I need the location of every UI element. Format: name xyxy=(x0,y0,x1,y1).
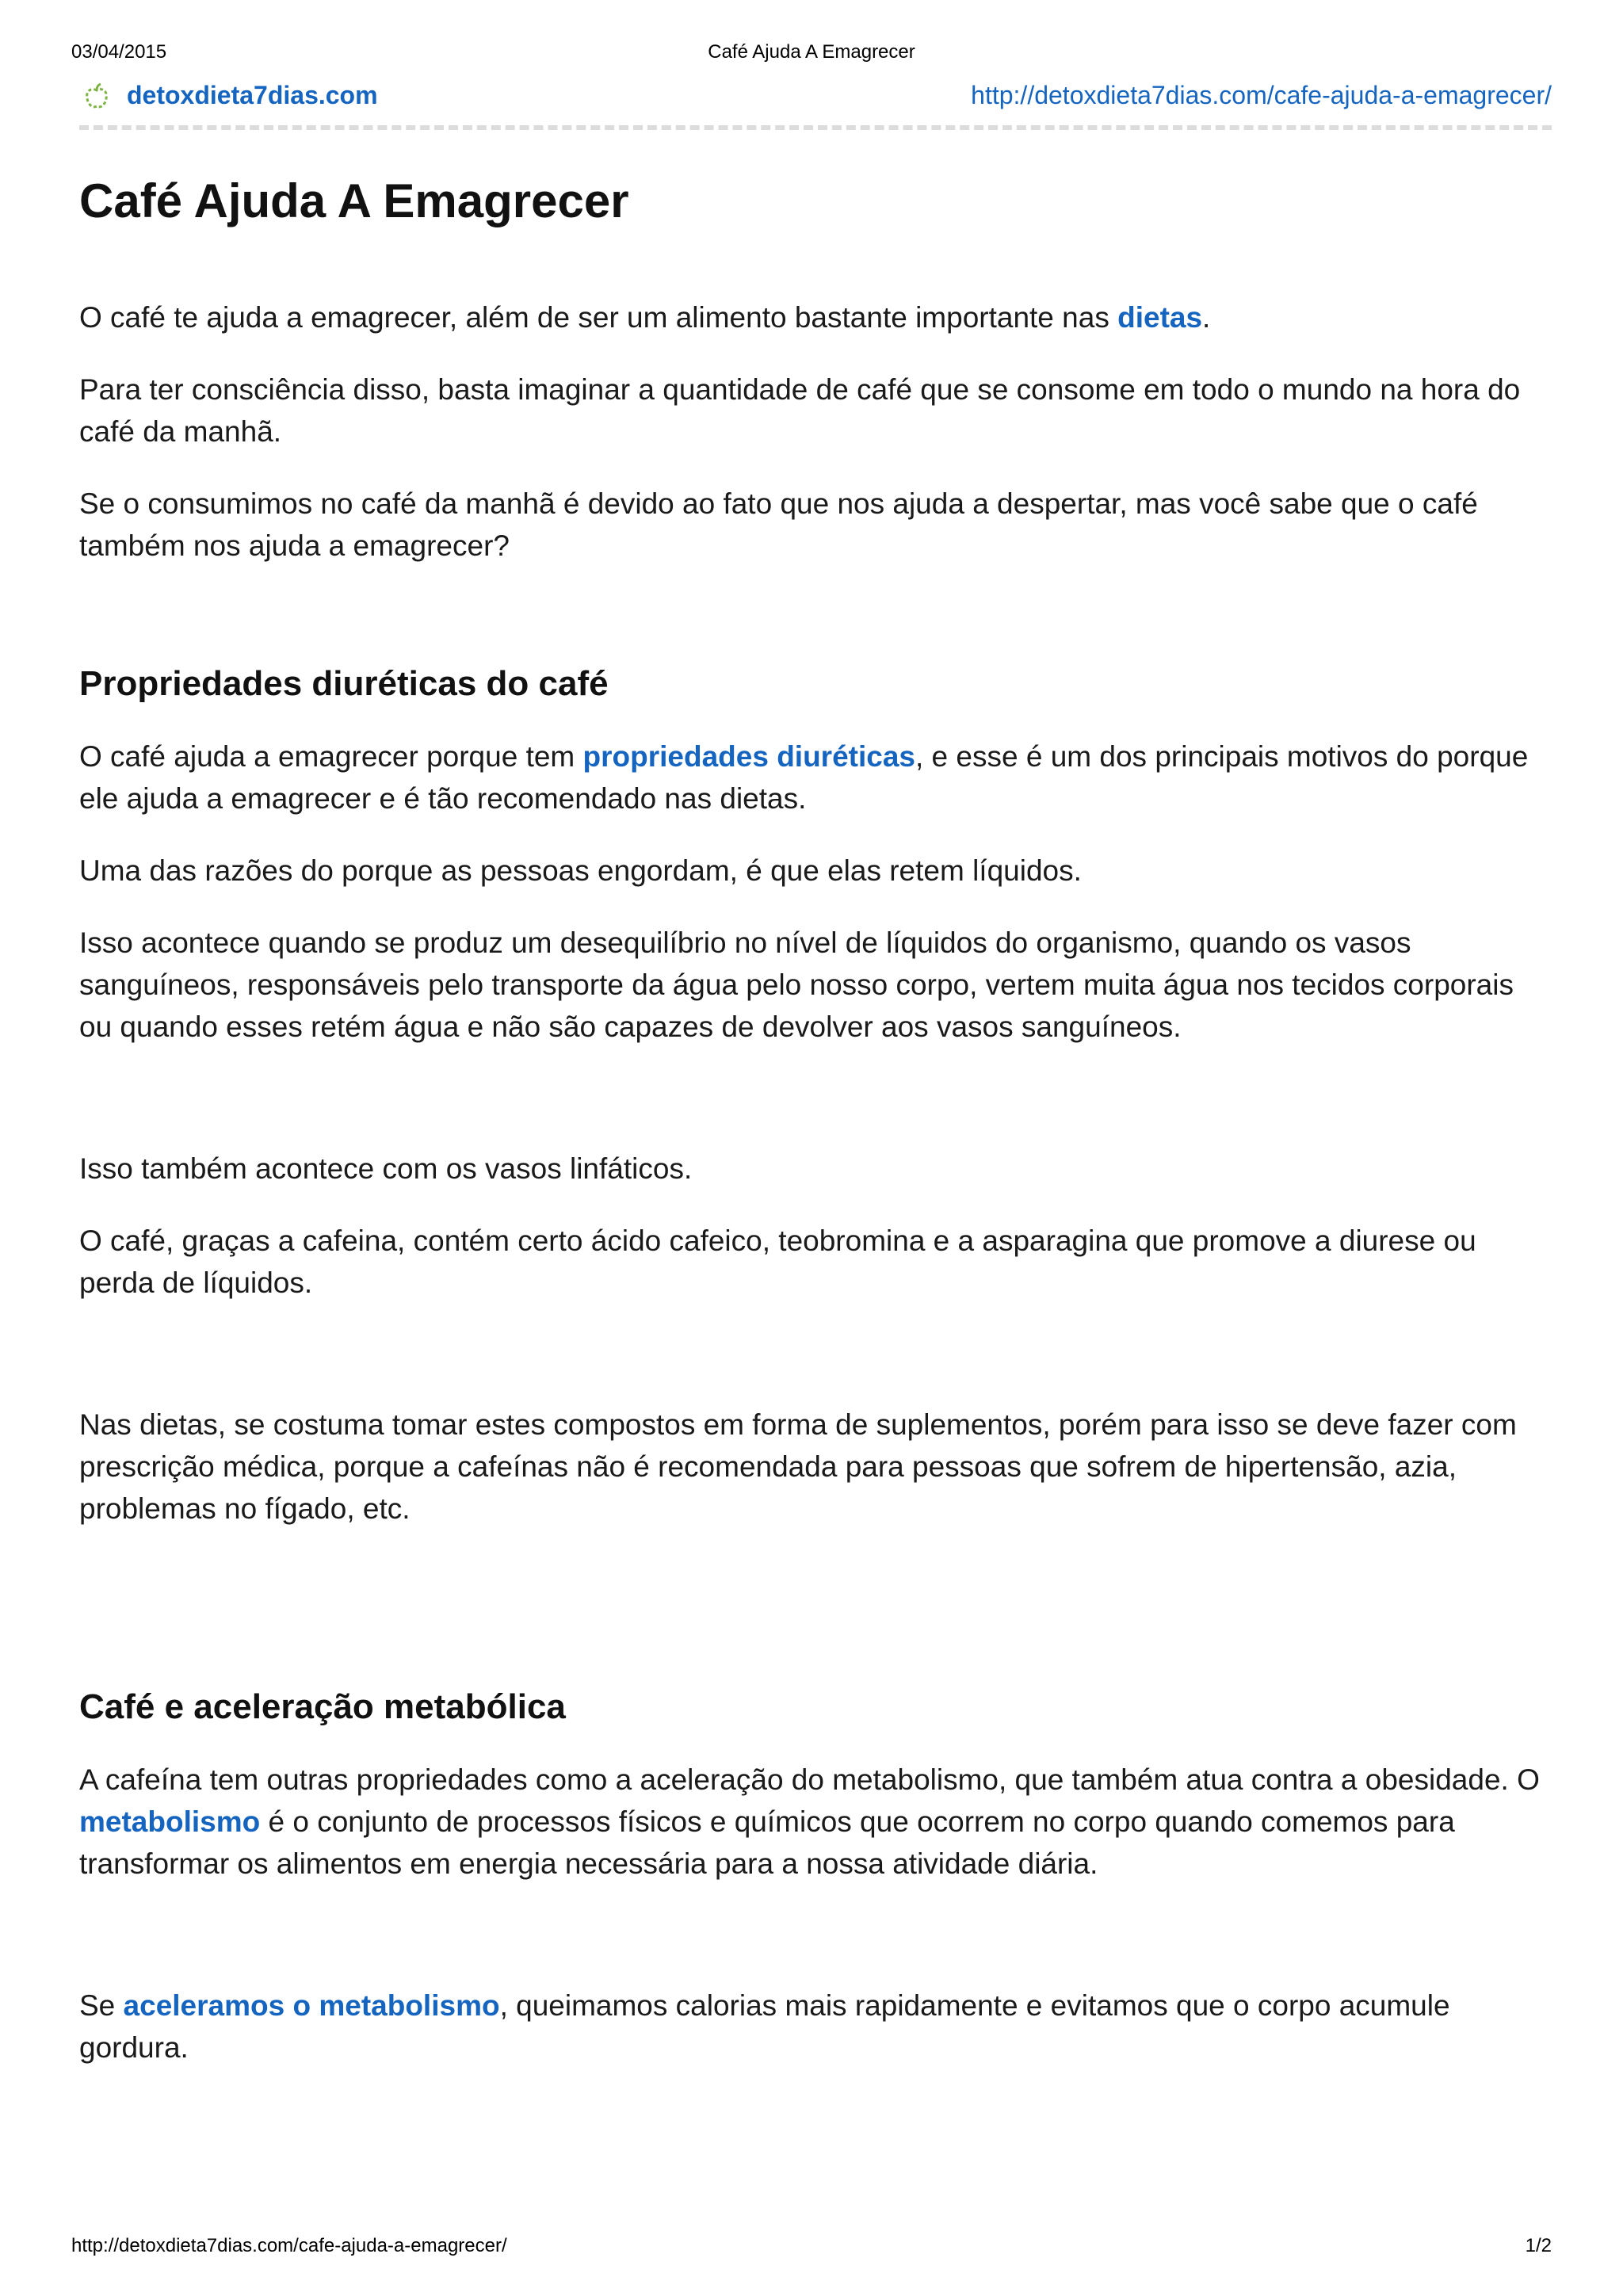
print-date: 03/04/2015 xyxy=(71,41,167,63)
intro-paragraph-2: Para ter consciência disso, basta imaginar a quantidade de café que se consome em todo o mundo na hora do café da manhã. xyxy=(79,373,1521,448)
section2-paragraph-2: Se aceleramos o metabolismo, queimamos calorias mais rapidamente e evitamos que o corpo acumule gordura. xyxy=(79,1988,1450,2064)
article-title: Café Ajuda A Emagrecer xyxy=(79,174,629,227)
article-content xyxy=(79,173,1552,2069)
propriedades-diureticas-link[interactable]: propriedades diuréticas xyxy=(582,739,915,773)
site-name-link[interactable]: detoxdieta7dias.com xyxy=(127,81,378,109)
print-footer xyxy=(71,2235,1552,2262)
intro-paragraph-1: O café te ajuda a emagrecer, além de ser um alimento bastante importante nas dietas. xyxy=(79,301,1211,334)
footer-url: http://detoxdieta7dias.com/cafe-ajuda-a-emagrecer/ xyxy=(71,2235,507,2256)
section2-paragraph-1: A cafeína tem outras propriedades como a aceleração do metabolismo, que também atua contra a obesidade. O metabolismo é o conjunto de processos físicos e químicos que ocorrem no corpo quando comemos para transformar os alimentos em energia necessária para a nossa atividade diária. xyxy=(79,1763,1540,1880)
section1-paragraph-3: Isso acontece quando se produz um desequilíbrio no nível de líquidos do organismo, quando os vasos sanguíneos, responsáveis pelo transporte da água pelo nosso corpo, vertem muita água nos tecidos corporais ou quando esses retém água e não são capazes de devolver aos vasos sanguíneos. xyxy=(79,926,1514,1043)
dietas-link[interactable]: dietas xyxy=(1117,301,1203,334)
site-bar xyxy=(79,78,1552,116)
section1-paragraph-5: O café, graças a cafeina, contém certo ácido cafeico, teobromina e a asparagina que promove a diurese ou perda de líquidos. xyxy=(79,1224,1476,1299)
metabolismo-link[interactable]: metabolismo xyxy=(79,1805,261,1838)
site-url-link[interactable]: http://detoxdieta7dias.com/cafe-ajuda-a-emagrecer/ xyxy=(971,81,1552,109)
header-divider xyxy=(79,125,1552,130)
section-heading-diureticas: Propriedades diuréticas do café xyxy=(79,664,609,703)
apple-icon xyxy=(82,82,111,111)
aceleramos-metabolismo-link[interactable]: aceleramos o metabolismo xyxy=(123,1988,500,2022)
section-heading-metabolica: Café e aceleração metabólica xyxy=(79,1687,566,1726)
section1-paragraph-6: Nas dietas, se costuma tomar estes compostos em forma de suplementos, porém para isso se deve fazer com prescrição médica, porque a cafeínas não é recomendada para pessoas que sofrem de hipertensão, azia, problemas no fígado, etc. xyxy=(79,1408,1517,1525)
intro-paragraph-3: Se o consumimos no café da manhã é devido ao fato que nos ajuda a despertar, mas você sabe que o café também nos ajuda a emagrecer? xyxy=(79,487,1478,562)
section1-paragraph-4: Isso também acontece com os vasos linfáticos. xyxy=(79,1152,693,1185)
print-title: Café Ajuda A Emagrecer xyxy=(708,41,915,63)
print-header xyxy=(71,41,1552,68)
section1-paragraph-2: Uma das razões do porque as pessoas engordam, é que elas retem líquidos. xyxy=(79,854,1082,887)
page-number: 1/2 xyxy=(1525,2235,1552,2256)
section1-paragraph-1: O café ajuda a emagrecer porque tem propriedades diuréticas, e esse é um dos principais motivos do porque ele ajuda a emagrecer e é tão recomendado nas dietas. xyxy=(79,739,1529,815)
